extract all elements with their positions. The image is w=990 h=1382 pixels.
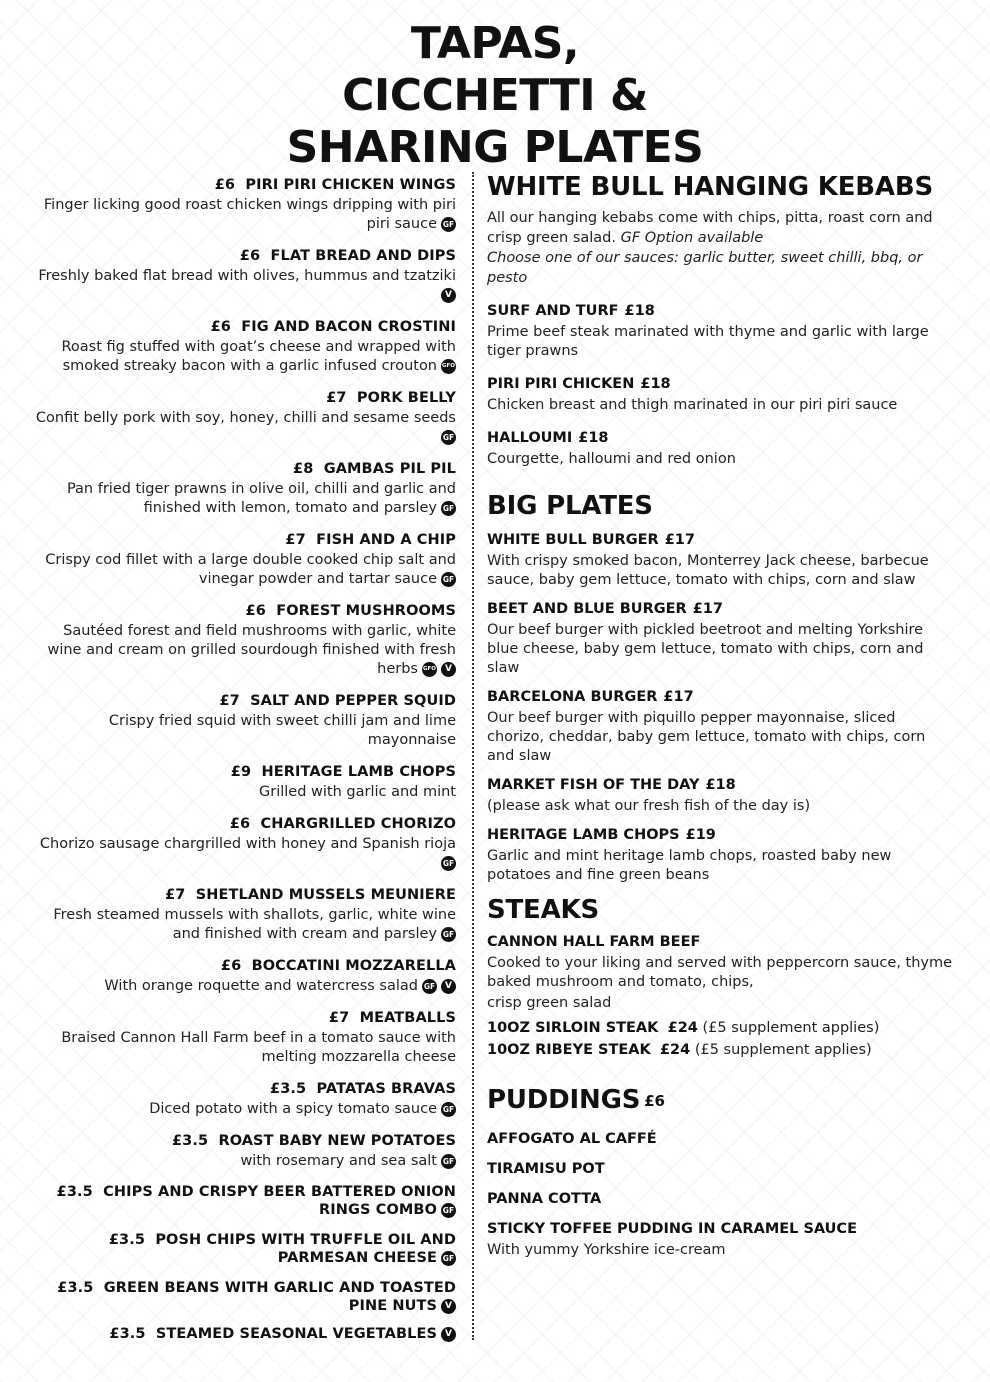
item-name: SURF AND TURF	[487, 303, 619, 319]
steak-item	[487, 1039, 957, 1061]
desc-text: Braised Cannon Hall Farm beef in a tomato sauce with melting mozzarella cheese	[61, 1030, 456, 1065]
item-name: GAMBAS PIL PIL	[323, 461, 456, 477]
tapas-item	[32, 1009, 456, 1067]
item-name: BOCCATINI MOZZARELLA	[251, 958, 456, 974]
item-name: FIG AND BACON CROSTINI	[241, 319, 456, 335]
item-title	[32, 815, 456, 833]
item-desc	[32, 480, 456, 518]
tapas-item	[32, 531, 456, 589]
gluten-free-icon: GF	[441, 217, 456, 232]
item-name: AFFOGATO AL CAFFÉ	[487, 1130, 657, 1147]
item-title	[32, 176, 456, 194]
item-desc	[32, 622, 456, 679]
menu-item	[487, 302, 957, 361]
menu-item	[487, 531, 957, 590]
menu-item	[487, 826, 957, 885]
gluten-free-icon: GF	[441, 1203, 456, 1218]
item-name: PANNA COTTA	[487, 1190, 602, 1207]
tapas-item	[32, 763, 456, 802]
item-price: £6	[214, 177, 236, 193]
kebabs-section	[487, 172, 957, 469]
item-title	[32, 1325, 456, 1343]
item-desc	[32, 835, 456, 873]
item-desc: Courgette, halloumi and red onion	[487, 451, 736, 467]
item-price: £3.5	[108, 1232, 146, 1248]
item-title	[32, 1009, 456, 1027]
item-name: TIRAMISU POT	[487, 1160, 605, 1177]
desc-text: Confit belly pork with soy, honey, chilli and sesame seeds	[35, 410, 456, 426]
item-title	[32, 1132, 456, 1150]
item-title	[32, 1080, 456, 1098]
item-title	[487, 429, 957, 447]
item-desc	[32, 1029, 456, 1067]
item-name: WHITE BULL BURGER	[487, 532, 659, 548]
item-desc: Garlic and mint heritage lamb chops, roasted baby new potatoes and fine green beans	[487, 848, 892, 883]
gluten-free-icon: GF	[441, 927, 456, 942]
tapas-item	[32, 1132, 456, 1171]
item-name: FOREST MUSHROOMS	[276, 603, 456, 619]
item-name: BEET AND BLUE BURGER	[487, 601, 687, 617]
item-title	[32, 389, 456, 407]
vegetarian-icon: V	[441, 1299, 456, 1314]
item-price: £17	[663, 689, 694, 705]
tapas-item	[32, 1279, 456, 1315]
item-price: £3.5	[57, 1280, 94, 1296]
desc-text: with rosemary and sea salt	[240, 1153, 437, 1169]
mains-column	[487, 172, 957, 1260]
item-name: BARCELONA BURGER	[487, 689, 658, 705]
item-desc: Chicken breast and thigh marinated in our piri piri sauce	[487, 397, 898, 413]
item-price: £7	[165, 887, 186, 903]
item-desc	[32, 1152, 456, 1171]
tapas-item	[32, 957, 456, 996]
big-plates-section	[487, 491, 957, 885]
title-line: TAPAS,	[410, 18, 580, 69]
item-name: GREEN BEANS WITH GARLIC AND TOASTED PINE NUTS	[103, 1280, 456, 1314]
item-desc: Prime beef steak marinated with thyme and garlic with large tiger prawns	[487, 324, 929, 359]
item-desc	[32, 783, 456, 802]
item-name: STEAMED SEASONAL VEGETABLES	[155, 1326, 437, 1342]
item-title	[32, 602, 456, 620]
item-name: MEATBALLS	[359, 1010, 456, 1026]
item-price: £7	[285, 532, 306, 548]
item-name: SHETLAND MUSSELS MEUNIERE	[195, 887, 456, 903]
title-line: CICCHETTI &	[342, 70, 648, 121]
section-heading: STEAKS	[487, 895, 600, 925]
section-heading: BIG PLATES	[487, 491, 653, 521]
item-desc	[32, 551, 456, 589]
item-name: PIRI PIRI CHICKEN WINGS	[245, 177, 456, 193]
item-price: £3.5	[270, 1081, 307, 1097]
item-price: £17	[692, 601, 723, 617]
pudding-item	[487, 1160, 957, 1178]
farm-name: CANNON HALL FARM BEEF	[487, 934, 701, 950]
item-title	[32, 1183, 456, 1219]
vegetarian-icon: V	[441, 1327, 456, 1342]
item-desc	[32, 409, 456, 447]
tapas-item	[32, 692, 456, 750]
item-title	[32, 460, 456, 478]
item-name: HERITAGE LAMB CHOPS	[261, 764, 456, 780]
desc-text: Fresh steamed mussels with shallots, garlic, white wine and finished with cream and parsley	[53, 907, 456, 942]
item-name: FISH AND A CHIP	[316, 532, 456, 548]
intro-italic: GF Option available	[620, 230, 764, 246]
tapas-item	[32, 1183, 456, 1219]
item-price: £9	[230, 764, 252, 780]
sauce-text: Choose one of our sauces: garlic butter, sweet chilli, bbq, or pesto	[487, 250, 923, 286]
item-desc	[32, 1100, 456, 1119]
item-price: £19	[685, 827, 716, 843]
desc-text: Pan fried tiger prawns in olive oil, chilli and garlic and finished with lemon, tomato and parsley	[66, 481, 456, 516]
menu-item	[487, 375, 957, 415]
item-name: PORK BELLY	[356, 390, 456, 406]
item-title	[32, 1231, 456, 1267]
desc-text: Grilled with garlic and mint	[259, 784, 456, 800]
gluten-free-icon: GF	[441, 501, 456, 516]
item-price: £7	[328, 1010, 350, 1026]
desc-text: Roast fig stuffed with goat’s cheese and wrapped with smoked streaky bacon with a garlic infused crouton	[61, 339, 456, 374]
menu-item	[487, 688, 957, 766]
item-title	[487, 776, 957, 794]
steak-price: £24	[659, 1042, 691, 1058]
item-price: £6	[239, 248, 261, 264]
tapas-item	[32, 460, 456, 518]
desc-text: Freshly baked flat bread with olives, hummus and tzatziki	[38, 268, 456, 284]
item-title	[32, 957, 456, 975]
tapas-item	[32, 176, 456, 234]
item-desc: Our beef burger with piquillo pepper mayonnaise, sliced chorizo, cheddar, baby gem lettuce, tomato with chips, corn and slaw	[487, 710, 926, 764]
gluten-free-icon: GF	[441, 1154, 456, 1169]
gluten-free-icon: GF	[422, 979, 437, 994]
tapas-item	[32, 247, 456, 305]
item-name: STICKY TOFFEE PUDDING IN CARAMEL SAUCE	[487, 1220, 857, 1237]
tapas-item	[32, 389, 456, 447]
item-name: HALLOUMI	[487, 430, 573, 446]
item-price: £3.5	[56, 1184, 93, 1200]
steaks-desc: Cooked to your liking and served with peppercorn sauce, thyme baked mushroom and tomato, chips,	[487, 955, 953, 990]
item-price: £6	[210, 319, 231, 335]
item-desc: With crispy smoked bacon, Monterrey Jack cheese, barbecue sauce, baby gem lettuce, tomato with chips, corn and slaw	[487, 553, 929, 588]
column-divider	[472, 172, 474, 1340]
menu-title	[0, 18, 990, 174]
item-name: CHARGRILLED CHORIZO	[260, 816, 456, 832]
gluten-free-icon: GF	[441, 856, 456, 871]
vegetarian-icon: V	[441, 288, 456, 303]
steaks-section	[487, 895, 957, 1061]
desc-text: With orange roquette and watercress salad	[104, 978, 418, 994]
item-name: ROAST BABY NEW POTATOES	[218, 1133, 456, 1149]
tapas-item	[32, 886, 456, 944]
item-name: FLAT BREAD AND DIPS	[270, 248, 456, 264]
item-desc: With yummy Yorkshire ice-cream	[487, 1241, 726, 1258]
tapas-item	[32, 602, 456, 679]
desc-text: Diced potato with a spicy tomato sauce	[149, 1101, 437, 1117]
item-title	[32, 692, 456, 710]
tapas-item	[32, 815, 456, 873]
item-price: £7	[326, 390, 347, 406]
item-title	[32, 1279, 456, 1315]
gluten-free-icon: GF	[441, 572, 456, 587]
item-price: £7	[219, 693, 240, 709]
item-title	[487, 375, 957, 393]
item-title	[32, 886, 456, 904]
item-desc	[32, 267, 456, 305]
desc-text: Chorizo sausage chargrilled with honey and Spanish rioja	[39, 836, 456, 852]
puddings-price: £6	[644, 1091, 665, 1110]
sauce-choice	[487, 248, 957, 288]
steak-note: (£5 supplement applies)	[694, 1042, 872, 1058]
pudding-item	[487, 1130, 957, 1148]
steak-item	[487, 1017, 957, 1039]
steak-note: (£5 supplement applies)	[702, 1020, 880, 1036]
item-desc: (please ask what our fresh fish of the day is)	[487, 798, 811, 814]
item-price: £18	[578, 430, 609, 446]
item-title	[32, 247, 456, 265]
tapas-item	[32, 1231, 456, 1267]
tapas-item	[32, 1325, 456, 1343]
item-desc	[32, 906, 456, 944]
item-desc	[32, 977, 456, 996]
desc-text: Sautéed forest and field mushrooms with garlic, white wine and cream on grilled sourdough finished with fresh herbs	[47, 623, 456, 677]
gluten-free-icon: GF	[441, 430, 456, 445]
item-name: PIRI PIRI CHICKEN	[487, 376, 635, 392]
item-price: £6	[229, 816, 251, 832]
item-name: MARKET FISH OF THE DAY	[487, 777, 700, 793]
puddings-heading: PUDDINGS	[487, 1085, 641, 1115]
desc-text: Crispy fried squid with sweet chilli jam and lime mayonnaise	[108, 713, 456, 748]
tapas-column	[32, 172, 456, 1343]
item-desc	[32, 196, 456, 234]
item-title	[487, 302, 957, 320]
steak-name: 10OZ SIRLOIN STEAK	[487, 1020, 659, 1036]
pudding-item	[487, 1190, 957, 1208]
menu-item	[487, 600, 957, 678]
item-title	[487, 600, 957, 618]
kebabs-intro	[487, 208, 957, 248]
menu-item	[487, 776, 957, 816]
item-title	[32, 318, 456, 336]
steak-price: £24	[667, 1020, 698, 1036]
steaks-desc-2: crisp green salad	[487, 995, 612, 1011]
gluten-free-icon: GF	[441, 1251, 456, 1266]
item-price: £3.5	[171, 1133, 209, 1149]
item-desc	[32, 712, 456, 750]
puddings-section	[487, 1085, 957, 1260]
item-price: £3.5	[109, 1326, 146, 1342]
item-title	[487, 688, 957, 706]
steak-name: 10OZ RIBEYE STEAK	[487, 1042, 651, 1058]
item-desc	[32, 338, 456, 376]
item-name: HERITAGE LAMB CHOPS	[487, 827, 680, 843]
item-price: £8	[293, 461, 314, 477]
item-name: CHIPS AND CRISPY BEER BATTERED ONION RINGS COMBO	[103, 1184, 456, 1218]
item-price: £6	[220, 958, 242, 974]
vegetarian-icon: V	[441, 979, 456, 994]
item-price: £6	[245, 603, 266, 619]
item-price: £18	[705, 777, 736, 793]
item-name: PATATAS BRAVAS	[316, 1081, 456, 1097]
menu-item	[487, 429, 957, 469]
item-title	[32, 763, 456, 781]
gluten-free-icon: GF	[441, 1102, 456, 1117]
item-title	[487, 531, 957, 549]
item-title	[487, 826, 957, 844]
desc-text: Crispy cod fillet with a large double cooked chip salt and vinegar powder and tartar sauce	[45, 552, 456, 587]
item-name: POSH CHIPS WITH TRUFFLE OIL AND PARMESAN CHEESE	[155, 1232, 456, 1266]
gluten-free-option-icon: GFO	[441, 359, 456, 374]
item-desc: Our beef burger with pickled beetroot and melting Yorkshire blue cheese, baby gem lettuce, tomato with chips, corn and slaw	[487, 622, 924, 676]
item-name: SALT AND PEPPER SQUID	[250, 693, 456, 709]
intro-text: All our hanging kebabs come with chips, pitta, roast corn and crisp green salad.	[487, 210, 933, 246]
section-heading	[487, 1085, 957, 1116]
tapas-item	[32, 318, 456, 376]
item-price: £17	[664, 532, 695, 548]
title-line: SHARING PLATES	[286, 122, 704, 173]
item-price: £18	[640, 376, 671, 392]
tapas-item	[32, 1080, 456, 1119]
item-price: £18	[624, 303, 655, 319]
desc-text: Finger licking good roast chicken wings dripping with piri piri sauce	[43, 197, 456, 232]
pudding-item	[487, 1220, 957, 1260]
vegetarian-icon: V	[441, 662, 456, 677]
section-heading: WHITE BULL HANGING KEBABS	[487, 172, 933, 202]
item-title	[32, 531, 456, 549]
gluten-free-option-icon: GFO	[422, 662, 437, 677]
